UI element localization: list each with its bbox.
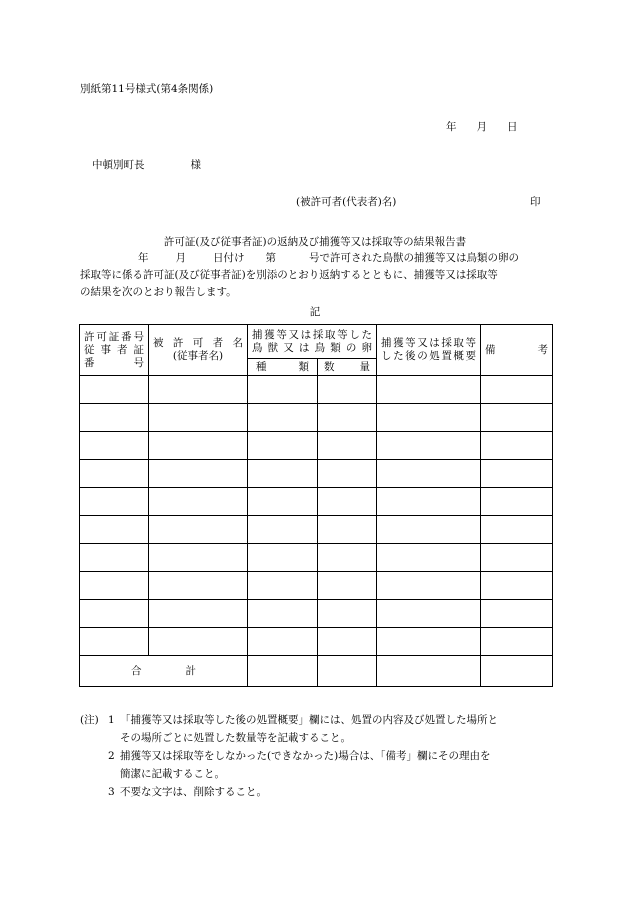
cell-permit-no[interactable] xyxy=(80,600,149,628)
cell-qty[interactable] xyxy=(318,516,377,544)
cell-disposal[interactable] xyxy=(377,600,481,628)
cell-qty[interactable] xyxy=(318,376,377,404)
cell-disposal[interactable] xyxy=(377,628,481,656)
date-day: 日 xyxy=(507,121,518,133)
body-line1-rest: 号で許可された鳥獣の捕獲等又は鳥類の卵の xyxy=(309,252,519,264)
col-permit-no-line2: 従事者証 xyxy=(84,343,144,356)
cell-disposal[interactable] xyxy=(377,460,481,488)
note-num: 3 xyxy=(108,786,115,798)
cell-qty[interactable] xyxy=(318,404,377,432)
cell-kind[interactable] xyxy=(248,572,318,600)
note-text: 不要な文字は、削除すること。 xyxy=(120,786,267,798)
cell-qty[interactable] xyxy=(318,488,377,516)
cell-kind[interactable] xyxy=(248,376,318,404)
cell-remarks[interactable] xyxy=(481,628,553,656)
body-line-2: 採取等に係る許可証(及び従事者証)を別添のとおり返納するとともに、捕獲等又は採取等 xyxy=(80,269,498,281)
cell-remarks[interactable] xyxy=(481,516,553,544)
cell-remarks[interactable] xyxy=(481,432,553,460)
total-label-left: 合 xyxy=(131,664,142,677)
table-row xyxy=(80,544,553,572)
total-label-right: 計 xyxy=(185,664,196,677)
col-disposal-line1: 捕獲等又は採取等 xyxy=(381,337,476,349)
date-year: 年 xyxy=(446,121,457,133)
total-kind-cell[interactable] xyxy=(248,656,318,687)
table-row xyxy=(80,600,553,628)
table-row xyxy=(80,628,553,656)
cell-qty[interactable] xyxy=(318,432,377,460)
total-disposal-cell[interactable] xyxy=(377,656,481,687)
date-month: 月 xyxy=(476,121,487,133)
col-kind-label: 種類 xyxy=(256,360,309,373)
addressee-name: 中頓別町長 xyxy=(92,159,145,171)
note-text-cont: その場所ごとに処置した数量等を記載すること。 xyxy=(120,732,351,744)
cell-disposal[interactable] xyxy=(377,488,481,516)
col-remarks-label: 備考 xyxy=(485,343,548,356)
cell-permit-no[interactable] xyxy=(80,404,149,432)
document-title: 許可証(及び従事者証)の返納及び捕獲等又は採取等の結果報告書 xyxy=(163,236,467,248)
col-qty-label: 数量 xyxy=(324,360,370,373)
note-1 xyxy=(80,711,560,747)
report-table xyxy=(79,324,553,687)
body-line-3: の結果を次のとおり報告します。 xyxy=(80,286,237,298)
col-permit-no xyxy=(80,325,149,376)
note-2 xyxy=(80,747,560,783)
col-kind xyxy=(248,359,318,376)
cell-remarks[interactable] xyxy=(481,572,553,600)
table-row xyxy=(80,432,553,460)
table-row xyxy=(80,376,553,404)
note-text: 捕獲等又は採取等をしなかった(できなかった)場合は、「備考」欄にその理由を xyxy=(120,750,491,762)
total-label xyxy=(80,656,248,687)
cell-permit-no[interactable] xyxy=(80,544,149,572)
table-body xyxy=(80,376,553,656)
cell-remarks[interactable] xyxy=(481,460,553,488)
notes xyxy=(80,711,560,801)
col-qty xyxy=(318,359,377,376)
cell-kind[interactable] xyxy=(248,516,318,544)
total-remarks-cell[interactable] xyxy=(481,656,553,687)
body-no-pre: 第 xyxy=(265,252,276,264)
table-row xyxy=(80,516,553,544)
cell-permit-no[interactable] xyxy=(80,460,149,488)
cell-disposal[interactable] xyxy=(377,376,481,404)
cell-remarks[interactable] xyxy=(481,488,553,516)
table-row xyxy=(80,460,553,488)
cell-kind[interactable] xyxy=(248,600,318,628)
cell-disposal[interactable] xyxy=(377,516,481,544)
cell-permittee[interactable] xyxy=(149,488,248,516)
note-text: 「捕獲等又は採取等した後の処置概要」欄には、処置の内容及び処置した場所と xyxy=(120,714,498,726)
cell-disposal[interactable] xyxy=(377,404,481,432)
body-year: 年 xyxy=(138,252,149,264)
cell-qty[interactable] xyxy=(318,600,377,628)
total-row xyxy=(80,656,553,687)
cell-remarks[interactable] xyxy=(481,404,553,432)
body-day: 日付け xyxy=(213,252,245,264)
cell-permittee[interactable] xyxy=(149,544,248,572)
cell-permit-no[interactable] xyxy=(80,628,149,656)
cell-permittee[interactable] xyxy=(149,516,248,544)
col-permit-no-line3: 番号 xyxy=(84,356,144,369)
cell-permittee[interactable] xyxy=(149,404,248,432)
cell-kind[interactable] xyxy=(248,404,318,432)
cell-remarks[interactable] xyxy=(481,600,553,628)
cell-disposal[interactable] xyxy=(377,432,481,460)
ki-mark: 記 xyxy=(309,306,321,318)
cell-qty[interactable] xyxy=(318,628,377,656)
note-num: 1 xyxy=(108,714,115,726)
cell-disposal[interactable] xyxy=(377,572,481,600)
applicant-label: (被許可者(代表者)名) xyxy=(296,196,397,208)
col-disposal-line2: した後の処置概要 xyxy=(381,350,476,362)
addressee xyxy=(92,157,201,172)
col-remarks xyxy=(481,325,553,376)
cell-qty[interactable] xyxy=(318,544,377,572)
cell-kind[interactable] xyxy=(248,544,318,572)
col-permit-no-line1: 許可証番号 xyxy=(84,330,144,343)
cell-permittee[interactable] xyxy=(149,432,248,460)
addressee-suffix: 様 xyxy=(190,159,201,171)
cell-remarks[interactable] xyxy=(481,376,553,404)
notes-prefix: (注) xyxy=(80,714,99,726)
cell-qty[interactable] xyxy=(318,572,377,600)
body-line-1 xyxy=(80,250,550,267)
form-id: 別紙第11号様式(第4条関係) xyxy=(80,83,214,95)
col-capture-line1: 捕獲等又は採取等した xyxy=(252,328,372,341)
cell-kind[interactable] xyxy=(248,628,318,656)
cell-permittee[interactable] xyxy=(149,572,248,600)
body-paragraph xyxy=(80,250,550,301)
col-permittee-line2: (従事者名) xyxy=(172,350,224,362)
cell-kind[interactable] xyxy=(248,488,318,516)
note-text-cont: 簡潔に記載すること。 xyxy=(120,768,225,780)
cell-permit-no[interactable] xyxy=(80,488,149,516)
cell-kind[interactable] xyxy=(248,432,318,460)
cell-permittee[interactable] xyxy=(149,628,248,656)
col-capture-line2: 鳥獣又は鳥類の卵 xyxy=(252,341,372,354)
col-disposal xyxy=(377,325,481,376)
cell-disposal[interactable] xyxy=(377,544,481,572)
cell-permittee[interactable] xyxy=(149,376,248,404)
cell-permit-no[interactable] xyxy=(80,516,149,544)
cell-permittee[interactable] xyxy=(149,460,248,488)
seal-mark: 印 xyxy=(530,196,541,208)
cell-permittee[interactable] xyxy=(149,600,248,628)
note-num: 2 xyxy=(108,750,115,762)
cell-qty[interactable] xyxy=(318,460,377,488)
date-line xyxy=(446,119,518,134)
note-3 xyxy=(80,783,560,801)
table-row xyxy=(80,488,553,516)
table-row xyxy=(80,404,553,432)
table-row xyxy=(80,572,553,600)
cell-remarks[interactable] xyxy=(481,544,553,572)
col-permittee-line1: 被許可者名 xyxy=(153,337,243,349)
cell-permit-no[interactable] xyxy=(80,432,149,460)
cell-permit-no[interactable] xyxy=(80,572,149,600)
total-qty-cell[interactable] xyxy=(318,656,377,687)
body-month: 月 xyxy=(175,252,186,264)
col-permittee xyxy=(149,325,248,376)
cell-permit-no[interactable] xyxy=(80,376,149,404)
col-capture xyxy=(248,325,377,359)
cell-kind[interactable] xyxy=(248,460,318,488)
